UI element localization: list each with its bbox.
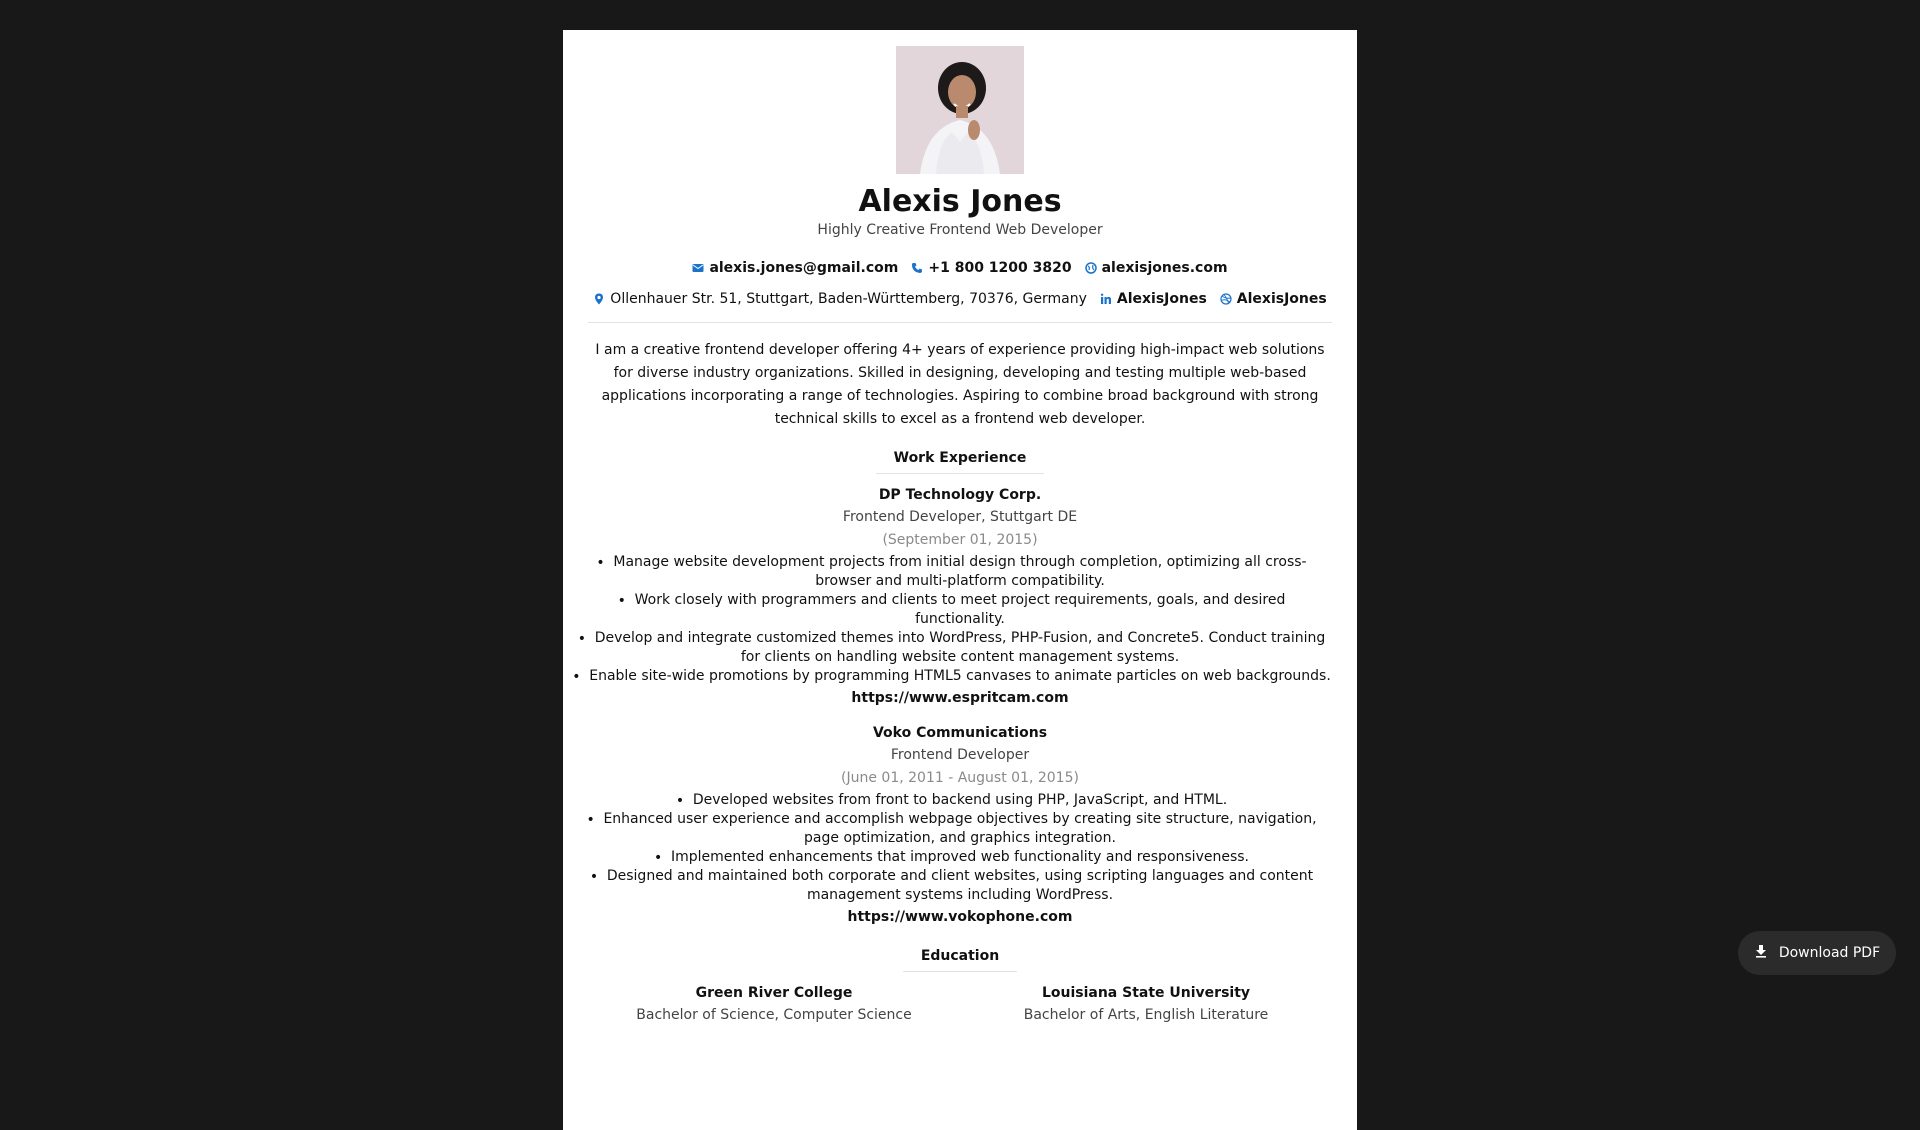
- list-item: [588, 810, 1332, 848]
- education-school: Louisiana State University: [1041, 985, 1251, 1001]
- candidate-headline: Highly Creative Frontend Web Developer: [817, 222, 1103, 238]
- section-title-education: Education: [903, 947, 1017, 972]
- job-bullets: [588, 553, 1332, 686]
- contact-phone[interactable]: [911, 258, 1071, 278]
- contact-linkedin[interactable]: [1100, 289, 1207, 309]
- education-school: Green River College: [695, 985, 853, 1001]
- dribbble-icon: [1220, 293, 1232, 305]
- education-entry: [588, 982, 960, 1026]
- resume-page: [563, 30, 1357, 1130]
- profile-photo: [896, 46, 1024, 174]
- download-pdf-button[interactable]: [1738, 931, 1896, 975]
- linkedin-icon: [1100, 293, 1112, 305]
- list-item: [588, 591, 1332, 629]
- candidate-name: Alexis Jones: [858, 184, 1062, 219]
- job-entry: [588, 722, 1332, 929]
- job-dates: (September 01, 2015): [882, 532, 1038, 548]
- list-item: [588, 629, 1332, 667]
- list-item: [588, 867, 1332, 905]
- dribbble-text: AlexisJones: [1236, 291, 1327, 307]
- globe-icon: [1085, 262, 1097, 274]
- job-dates: (June 01, 2011 - August 01, 2015): [841, 770, 1079, 786]
- work-experience-section: [588, 431, 1332, 929]
- contact-website[interactable]: [1085, 258, 1228, 278]
- envelope-icon: [692, 262, 704, 274]
- bullet-text: • Implemented enhancements that improved web functionality and responsiveness.: [671, 849, 1249, 865]
- portrait-image: [896, 46, 1024, 174]
- bullet-text: • Enable site-wide promotions by programming HTML5 canvases to animate particles on web backgrounds.: [589, 668, 1331, 684]
- map-pin-icon: [593, 293, 605, 305]
- job-role: Frontend Developer: [890, 747, 1030, 763]
- phone-icon: [911, 262, 923, 274]
- education-degree: Bachelor of Science, Computer Science: [636, 1007, 912, 1023]
- contact-row-primary: [588, 258, 1332, 278]
- list-item: [588, 667, 1332, 686]
- email-text: alexis.jones@gmail.com: [709, 260, 899, 276]
- contact-address: [593, 289, 1087, 309]
- job-role: Frontend Developer, Stuttgart DE: [842, 509, 1078, 525]
- job-link[interactable]: https://www.vokophone.com: [847, 909, 1073, 925]
- list-item: [588, 553, 1332, 591]
- bullet-text: • Designed and maintained both corporate and client websites, using scripting languages and content management systems including WordPress.: [607, 868, 1313, 903]
- download-icon: [1754, 944, 1768, 962]
- job-bullets: [588, 791, 1332, 905]
- bullet-text: • Manage website development projects from initial design through completion, optimizing all cross-browser and multi-platform compatibility.: [613, 554, 1306, 589]
- phone-text: +1 800 1200 3820: [928, 260, 1072, 276]
- bullet-text: • Develop and integrate customized themes into WordPress, PHP-Fusion, and Concrete5. Conduct training for clients on handling website content management systems.: [595, 630, 1326, 665]
- bullet-text: • Enhanced user experience and accomplish webpage objectives by creating site structure, navigation, page optimization, and graphics integration.: [603, 811, 1316, 846]
- address-text: Ollenhauer Str. 51, Stuttgart, Baden-Württemberg, 70376, Germany: [610, 291, 1087, 307]
- contact-email[interactable]: [692, 258, 898, 278]
- education-degree: Bachelor of Arts, English Literature: [1023, 1007, 1269, 1023]
- bullet-text: • Developed websites from front to backend using PHP, JavaScript, and HTML.: [693, 792, 1227, 808]
- linkedin-text: AlexisJones: [1116, 291, 1207, 307]
- professional-summary: I am a creative frontend developer offering 4+ years of experience providing high-impact web solutions for diverse industry organizations. Skilled in designing, developing and testing multiple web-based applications incorporating a range of technologies. Aspiring to combine broad background with strong technical skills to excel as a frontend web developer.: [595, 342, 1325, 427]
- website-text: alexisjones.com: [1101, 260, 1228, 276]
- education-section: [588, 929, 1332, 1026]
- job-entry: [588, 484, 1332, 710]
- download-pdf-label: Download PDF: [1778, 945, 1881, 961]
- education-entry: [960, 982, 1332, 1026]
- job-company: Voko Communications: [872, 725, 1048, 741]
- header-divider: [588, 322, 1332, 323]
- job-company: DP Technology Corp.: [878, 487, 1042, 503]
- job-link[interactable]: https://www.espritcam.com: [851, 690, 1069, 706]
- bullet-text: • Work closely with programmers and clients to meet project requirements, goals, and desired functionality.: [635, 592, 1286, 627]
- education-list: [588, 982, 1332, 1026]
- list-item: [588, 848, 1332, 867]
- contact-dribbble[interactable]: [1220, 289, 1327, 309]
- contact-row-secondary: [588, 289, 1332, 309]
- section-title-work: Work Experience: [876, 449, 1045, 474]
- list-item: [588, 791, 1332, 810]
